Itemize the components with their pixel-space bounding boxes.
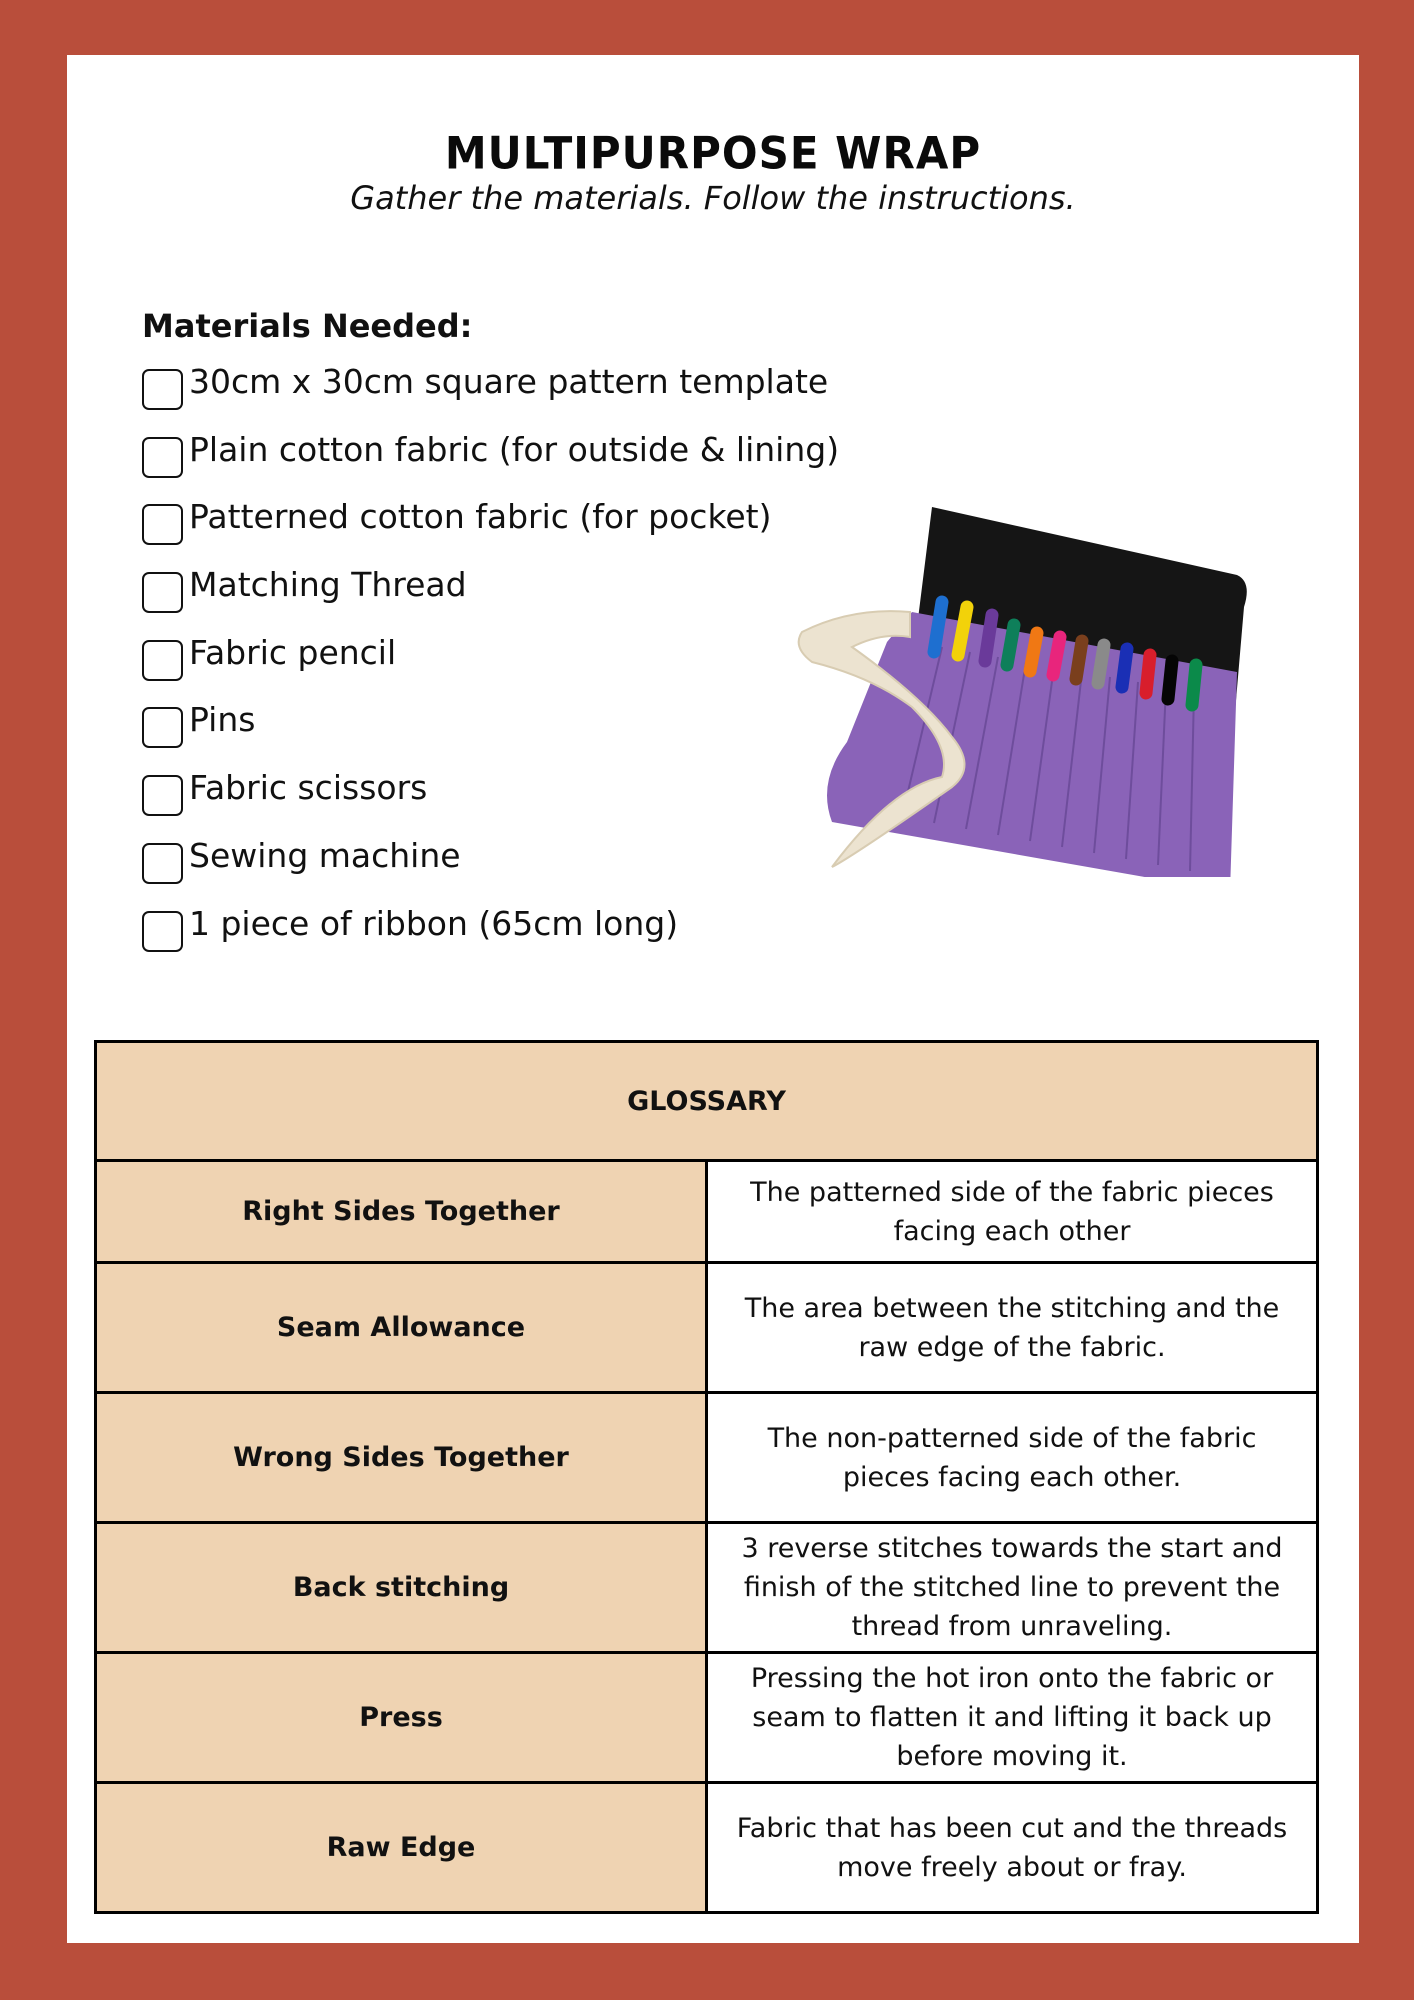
glossary-definition: The non-patterned side of the fabric pieces facing each other. (707, 1393, 1318, 1523)
table-row (96, 1393, 1318, 1523)
checklist-item-label: Plain cotton fabric (for outside & lining) (189, 429, 840, 469)
table-row (96, 1783, 1318, 1913)
checklist-item (142, 563, 839, 631)
materials-checklist (142, 360, 839, 969)
pen-pink (1053, 637, 1060, 675)
pen-purple (985, 615, 992, 661)
table-row (96, 1653, 1318, 1783)
checklist-item-label: 1 piece of ribbon (65cm long) (189, 903, 679, 943)
glossary-term: Press (96, 1653, 707, 1783)
pen-yellow (958, 607, 967, 655)
checklist-item-label: Fabric scissors (189, 768, 428, 808)
glossary-definition: 3 reverse stitches towards the start and finish of the stitched line to prevent the thread from unraveling. (707, 1523, 1318, 1653)
checklist-item (142, 495, 839, 563)
pen-navy (1122, 649, 1127, 687)
glossary-heading: GLOSSARY (96, 1042, 1318, 1161)
checklist-item-label: Fabric pencil (189, 632, 397, 672)
checklist-item (142, 834, 839, 902)
checkbox[interactable] (142, 775, 183, 816)
glossary-definition: The patterned side of the fabric pieces facing each other (707, 1161, 1318, 1263)
pen-grey (1098, 645, 1104, 683)
glossary-term: Back stitching (96, 1523, 707, 1653)
materials-heading: Materials Needed: (142, 307, 473, 345)
table-row (96, 1523, 1318, 1653)
glossary-term: Wrong Sides Together (96, 1393, 707, 1523)
page-subtitle: Gather the materials. Follow the instructions. (350, 179, 1076, 217)
pen-teal (1007, 625, 1014, 665)
checklist-item-label: Sewing machine (189, 835, 461, 875)
checklist-item (142, 428, 839, 496)
table-row (96, 1161, 1318, 1263)
checkbox[interactable] (142, 572, 183, 613)
checklist-item-label: Matching Thread (189, 565, 467, 605)
worksheet-page (67, 55, 1359, 1943)
checkbox[interactable] (142, 843, 183, 884)
table-row (96, 1263, 1318, 1393)
pen-black (1168, 661, 1172, 699)
glossary-term: Raw Edge (96, 1783, 707, 1913)
glossary-term: Seam Allowance (96, 1263, 707, 1393)
checkbox[interactable] (142, 911, 183, 952)
checkbox[interactable] (142, 707, 183, 748)
checklist-item (142, 360, 839, 428)
glossary-definition: Pressing the hot iron onto the fabric or seam to flatten it and lifting it back up before moving it. (707, 1653, 1318, 1783)
pen-brown (1076, 641, 1082, 679)
checkbox[interactable] (142, 369, 183, 410)
checklist-item (142, 631, 839, 699)
checklist-item (142, 698, 839, 766)
glossary-definition: The area between the stitching and the raw edge of the fabric. (707, 1263, 1318, 1393)
checkbox[interactable] (142, 504, 183, 545)
page-title: MULTIPURPOSE WRAP (444, 127, 982, 180)
glossary-term: Right Sides Together (96, 1161, 707, 1263)
glossary-definition: Fabric that has been cut and the threads move freely about or fray. (707, 1783, 1318, 1913)
pen-blue (934, 602, 942, 652)
checkbox[interactable] (142, 437, 183, 478)
pencil-wrap-photo (792, 447, 1292, 877)
pen-red (1146, 655, 1150, 693)
checkbox[interactable] (142, 640, 183, 681)
glossary-table (94, 1040, 1319, 1914)
pen-orange (1030, 633, 1037, 671)
checklist-item-label: Patterned cotton fabric (for pocket) (189, 497, 772, 537)
checklist-item-label: Pins (189, 700, 256, 740)
checklist-item (142, 766, 839, 834)
checklist-item-label: 30cm x 30cm square pattern template (189, 362, 829, 401)
checklist-item (142, 902, 839, 970)
pen-green (1192, 665, 1196, 705)
